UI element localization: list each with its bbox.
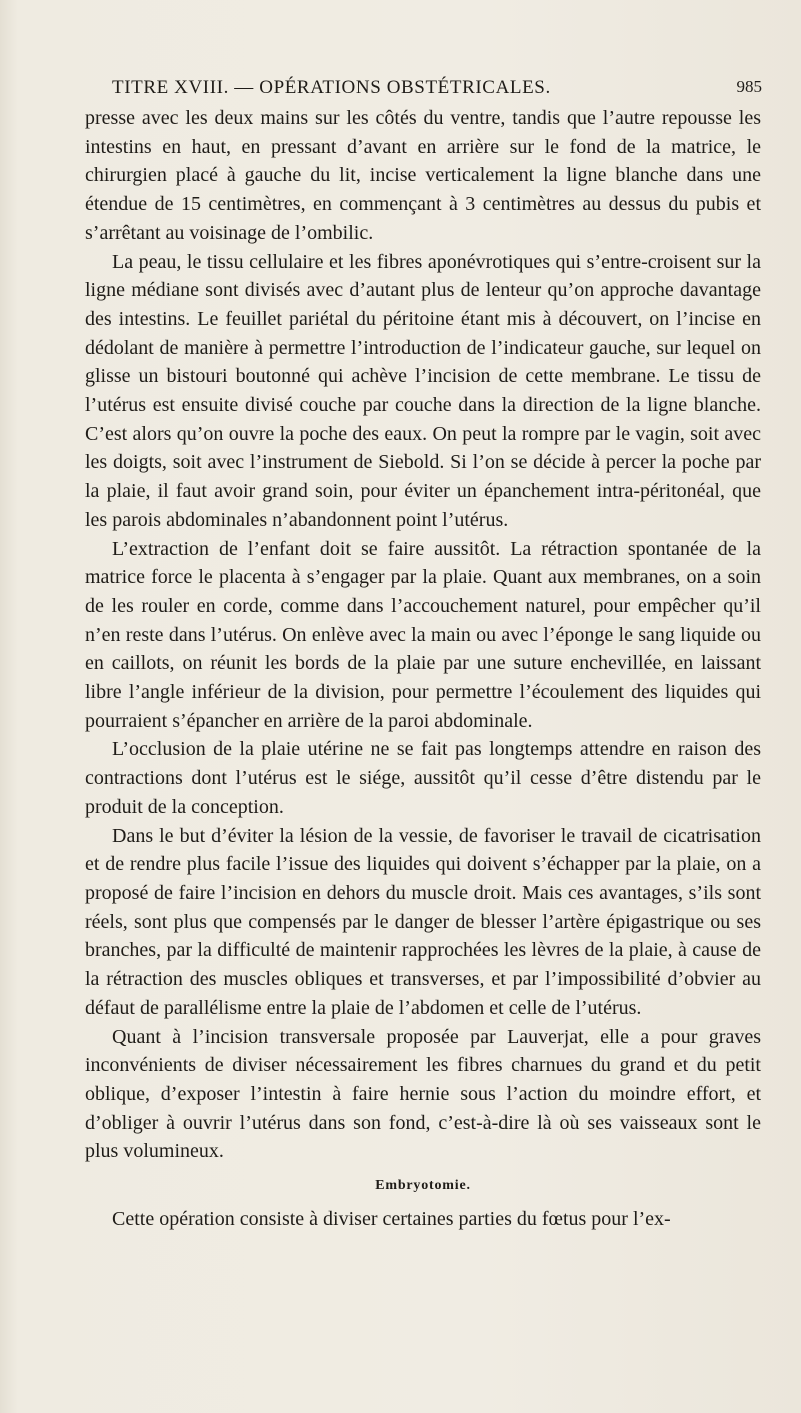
paragraph-4: L’occlusion de la plaie utérine ne se fait pas longtemps attendre en raison des contractions dont l’utérus est le siége, aussitôt qu’il cesse d’être distendu par le produit de la conception.: [85, 738, 761, 818]
section-heading: Embryotomie.: [375, 1178, 471, 1194]
page-header: [112, 77, 762, 103]
paragraph-2: La peau, le tissu cellulaire et les fibres aponévrotiques qui s’entre-croisent sur la ligne médiane sont divisés avec d’autant plus de lenteur qu’on approche davantage des intestins. Le feuillet pariétal du péritoine étant mis à découvert, on l’incise en dédolant de manière à permettre l’introduction de l’indicateur gauche, sur lequel on glisse un bistouri boutonné qui achève l’incision de cette membrane. Le tissu de l’utérus est ensuite divisé couche par couche dans la direction de la ligne blanche. C’est alors qu’on ouvre la poche des eaux. On peut la rompre par le vagin, soit avec les doigts, soit avec l’instrument de Siebold. Si l’on se décide à percer la poche par la plaie, il faut avoir grand soin, pour éviter un épanchement intra-péritonéal, que les parois abdominales n’abandonnent point l’utérus.: [85, 250, 761, 531]
paragraph-3: L’extraction de l’enfant doit se faire aussitôt. La rétraction spontanée de la matrice force le placenta à s’engager par la plaie. Quant aux membranes, on a soin de les rouler en corde, comme dans l’accouchement naturel, pour empêcher qu’il n’en reste dans l’utérus. On enlève avec la main ou avec l’éponge le sang liquide ou en caillots, on réunit les bords de la plaie par une suture enchevillée, en laissant libre l’angle inférieur de la division, pour permettre l’écoulement des liquides qui pourraient s’épancher en arrière de la paroi abdominale.: [85, 537, 761, 732]
paragraph-5: Dans le but d’éviter la lésion de la vessie, de favoriser le travail de cicatrisation et de rendre plus facile l’issue des liquides qui doivent s’échapper par la plaie, on a proposé de faire l’incision en dehors du muscle droit. Mais ces avantages, s’ils sont réels, sont plus que compensés par le danger de blesser l’artère épigastrique ou ses branches, par la difficulté de maintenir rapprochées les lèvres de la plaie, à cause de la rétraction des muscles obliques et transverses, et par l’impossibilité d’obvier au défaut de parallélisme entre la plaie de l’abdomen et celle de l’utérus.: [85, 824, 761, 1019]
running-title: TITRE XVIII. — OPÉRATIONS OBSTÉTRICALES.: [112, 77, 551, 98]
section-paragraph: Cette opération consiste à diviser certaines parties du fœtus pour l’ex-: [112, 1207, 671, 1230]
body-text: [85, 104, 761, 1233]
page-number: 985: [736, 77, 762, 96]
paragraph-6: Quant à l’incision transversale proposée par Lauverjat, elle a pour graves inconvénients de diviser nécessairement les fibres charnues du grand et du petit oblique, d’exposer l’intestin à faire hernie sous l’action du moindre effort, et d’obliger à ouvrir l’utérus dans son fond, c’est-à-dire là où ses vaisseaux sont le plus volumineux.: [85, 1025, 761, 1163]
paragraph-1: presse avec les deux mains sur les côtés du ventre, tandis que l’autre repousse les intestins en haut, en pressant d’avant en arrière sur le fond de la matrice, le chirurgien placé à gauche du lit, incise verticalement la ligne blanche dans une étendue de 15 centimètres, en commençant à 3 centimètres au dessus du pubis et s’arrêtant au voisinage de l’ombilic.: [85, 107, 761, 244]
